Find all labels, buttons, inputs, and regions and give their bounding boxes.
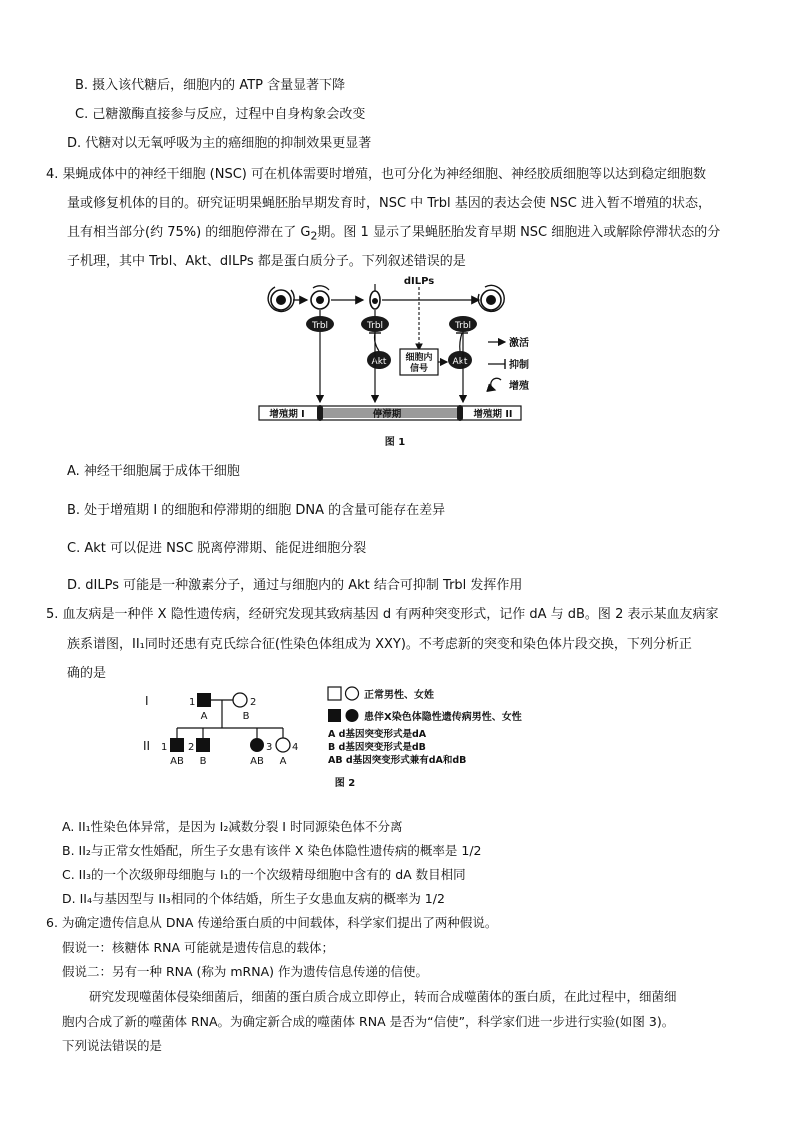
q4-option-a: A. 神经干细胞属于成体干细胞 (67, 464, 240, 479)
cell-icon (311, 286, 329, 309)
q5-option-b: B. II₂与正常女性婚配，所生子女患有该伴 X 染色体隐性遗传病的概率是 1/2 (62, 843, 482, 858)
q6-paragraph-line-1: 研究发现噬菌体侵染细菌后，细菌的蛋白质合成立即停止，转而合成噬菌体的蛋白质，在此过程中，细菌细 (89, 989, 677, 1004)
generation-i-label: I (145, 694, 149, 708)
q4-stem-line-2: 量或修复机体的目的。研究证明果蝇胚胎早期发育时，NSC 中 Trbl 基因的表达会使 NSC 进入暂不增殖的状态， (67, 196, 712, 211)
i2-genotype: B (242, 711, 250, 722)
figure-2-pedigree (135, 683, 565, 793)
q3-option-d: D. 代糖对以无氧呼吸为主的癌细胞的抑制效果更显著 (67, 136, 372, 151)
cell-icon (268, 287, 294, 311)
i1-genotype: A (200, 711, 208, 722)
affected-male-symbol (196, 738, 210, 752)
signal-box-line-1: 细胞内 (405, 353, 433, 363)
phase-1-label: 增殖期 I (269, 409, 305, 420)
q5-stem-line-3: 确的是 (67, 666, 107, 681)
svg-text:3: 3 (266, 742, 273, 753)
q5-option-d: D. II₄与基因型与 II₃相同的个体结婚，所生子女患血友病的概率为 1/2 (62, 891, 445, 906)
q4-stem-line-4: 子机理，其中 Trbl、Akt、dILPs 都是蛋白质分子。下列叙述错误的是 (67, 254, 466, 269)
q6-paragraph-line-3: 下列说法错误的是 (62, 1038, 163, 1053)
neuroblast-cell-icon (370, 284, 380, 309)
q4-stem-line-1: 4. 果蝇成体中的神经干细胞 (NSC) 可在机体需要时增殖，也可分化为神经细胞、神经胶质细胞等以达到稳定细胞数 (46, 167, 706, 182)
q4-option-c: C. Akt 可以促进 NSC 脱离停滞期、能促进细胞分裂 (67, 541, 367, 556)
dilps-label: dILPs (403, 276, 435, 287)
akt-label: Akt (452, 357, 468, 367)
svg-text:4: 4 (292, 742, 299, 753)
trbl-label: Trbl (454, 321, 472, 331)
legend-type-b: B d基因突变形式是dB (328, 742, 426, 753)
figure-1-diagram (255, 272, 550, 457)
figure-2-caption: 图 2 (334, 778, 356, 789)
q3-option-b: B. 摄入该代糖后，细胞内的 ATP 含量显著下降 (75, 78, 346, 93)
legend-normal-male-symbol (328, 687, 341, 700)
legend-activate: 激活 (509, 338, 529, 349)
trbl-label: Trbl (366, 321, 384, 331)
phase-stop-label: 停滞期 (372, 409, 402, 420)
q6-hypothesis-1: 假说一：核糖体 RNA 可能就是遗传信息的载体； (62, 940, 335, 955)
legend-affected-female-symbol (346, 709, 359, 722)
phase-2-label: 增殖期 II (473, 409, 513, 420)
q6-stem: 6. 为确定遗传信息从 DNA 传递给蛋白质的中间载体，科学家们提出了两种假说。 (46, 915, 498, 930)
q6-paragraph-line-2: 胞内合成了新的噬菌体 RNA。为确定新合成的噬菌体 RNA 是否为“信使”，科学家们进一步进行实验(如图 3)。 (62, 1014, 675, 1029)
affected-male-symbol (170, 738, 184, 752)
akt-label: Akt (371, 357, 387, 367)
q4-stem-line-3: 且有相当部分(约 75%) 的细胞停滞在了 $G_2$期。图 1 显示了果蝇胚胎发育早期 NSC 细胞进入或解除停滞状态的分 (67, 225, 721, 243)
legend-normal: 正常男性、女姓 (364, 690, 434, 701)
q4-option-d: D. dILPs 可能是一种激素分子，通过与细胞内的 Akt 结合可抑制 Trbl 发挥作用 (67, 578, 523, 593)
legend-type-ab: AB d基因突变形式兼有dA和dB (328, 755, 467, 766)
q4-option-b: B. 处于增殖期 I 的细胞和停滞期的细胞 DNA 的含量可能存在差异 (67, 503, 446, 518)
legend-affected: 患伴X染色体隐性遗传病男性、女性 (364, 712, 522, 723)
q5-stem-line-1: 5. 血友病是一种伴 X 隐性遗传病，经研究发现其致病基因 d 有两种突变形式，记作 dA 与 dB。图 2 表示某血友病家 (46, 607, 719, 622)
trbl-label: Trbl (311, 321, 329, 331)
svg-text:2: 2 (188, 742, 195, 753)
legend-affected-male-symbol (328, 709, 341, 722)
ii2-genotype: B (199, 756, 207, 767)
affected-male-symbol (197, 693, 211, 707)
generation-ii-label: II (143, 739, 151, 753)
q5-option-a: A. II₁性染色体异常，是因为 I₂减数分裂 I 时同源染色体不分离 (62, 819, 403, 834)
signal-box-line-2: 信号 (409, 364, 429, 374)
affected-female-symbol (250, 738, 264, 752)
svg-text:1: 1 (189, 697, 196, 708)
legend-normal-female-symbol (346, 687, 359, 700)
legend-inhibit: 抑制 (509, 360, 529, 371)
legend-proliferate: 增殖 (509, 381, 529, 392)
q5-stem-line-2: 族系谱图，II₁同时还患有克氏综合征(性染色体组成为 XXY)。不考虑新的突变和染色体片段交换，下列分析正 (67, 637, 692, 652)
normal-female-symbol (276, 738, 290, 752)
q6-hypothesis-2: 假说二：另有一种 RNA (称为 mRNA) 作为遗传信息传递的信使。 (62, 964, 428, 979)
svg-text:2: 2 (250, 697, 257, 708)
ii4-genotype: A (279, 756, 287, 767)
normal-female-symbol (233, 693, 247, 707)
legend-type-a: A d基因突变形式是dA (328, 729, 427, 740)
q5-option-c: C. II₃的一个次级卵母细胞与 I₁的一个次级精母细胞中含有的 dA 数目相同 (62, 867, 466, 882)
figure-1-caption: 图 1 (384, 437, 406, 448)
ii3-genotype: AB (250, 756, 264, 767)
ii1-genotype: AB (170, 756, 184, 767)
cell-icon (478, 285, 504, 311)
q3-option-c: C. 己糖激酶直接参与反应，过程中自身构象会改变 (75, 107, 366, 122)
svg-text:1: 1 (161, 742, 168, 753)
